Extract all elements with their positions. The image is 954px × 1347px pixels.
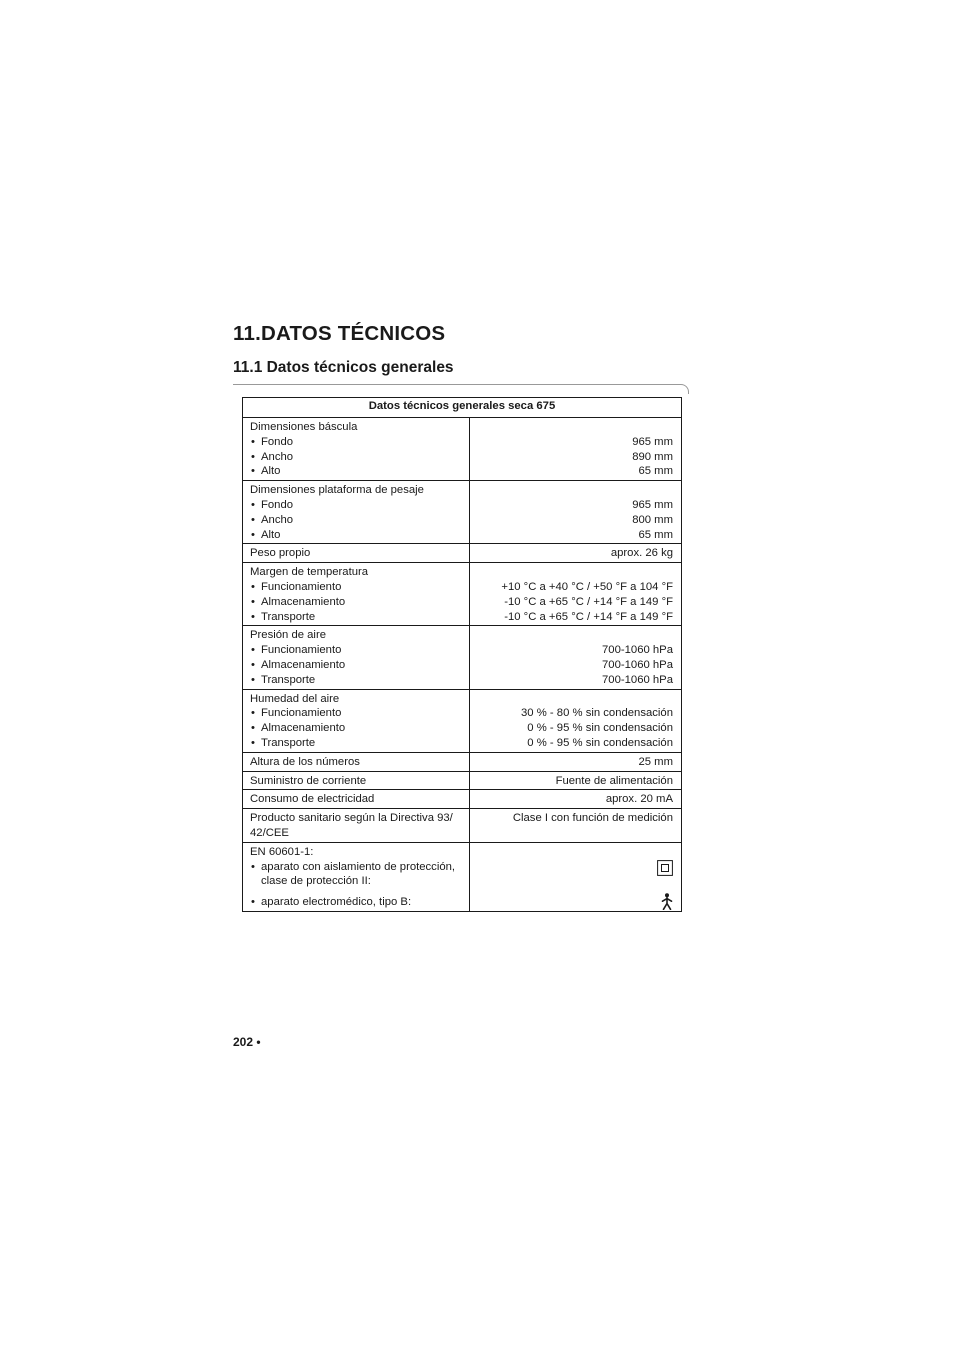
table-row <box>243 809 682 843</box>
page-number: 202 • <box>233 1035 261 1049</box>
row-label-cell <box>243 842 470 911</box>
row-value-cell <box>470 771 682 790</box>
row-label: Dimensiones báscula <box>250 421 358 433</box>
row-label: Consumo de electricidad <box>250 793 375 806</box>
section-rule <box>233 384 681 385</box>
list-item: • aparato con aislamiento de protección, clase de protección II: <box>251 860 456 888</box>
list-item: • Fondo <box>251 498 294 511</box>
table-row <box>243 842 682 911</box>
row-label-cell <box>243 626 470 689</box>
list-item: • Transporte <box>251 610 316 623</box>
row-value: 65 mm <box>638 465 673 478</box>
list-item: • Funcionamiento <box>251 644 342 657</box>
row-label: Producto sanitario según la Directiva 93/ 42/CEE <box>250 812 453 839</box>
chapter-heading: 11.DATOS TÉCNICOS <box>233 322 446 345</box>
row-label-cell <box>243 689 470 752</box>
table-row <box>243 418 682 481</box>
type-b-person-icon <box>661 893 673 910</box>
row-value: 800 mm <box>632 513 673 526</box>
row-value-cell <box>470 790 682 809</box>
row-label-cell <box>243 563 470 626</box>
row-value: 0 % - 95 % sin condensación <box>527 736 673 749</box>
table-row <box>243 771 682 790</box>
row-value: 0 % - 95 % sin condensación <box>527 722 673 735</box>
table-row <box>243 626 682 689</box>
row-value: 700-1060 hPa <box>602 673 673 686</box>
row-value-cell <box>470 563 682 626</box>
list-item: • Alto <box>251 528 281 541</box>
table-row <box>243 481 682 544</box>
row-label-cell <box>243 481 470 544</box>
list-item: • Almacenamiento <box>251 595 346 608</box>
row-label: EN 60601-1: <box>250 845 314 858</box>
row-label-cell <box>243 809 470 843</box>
table-header-row <box>243 398 682 418</box>
row-value: 965 mm <box>632 435 673 448</box>
row-label: Peso propio <box>250 547 311 560</box>
row-value-cell <box>470 626 682 689</box>
table-row <box>243 689 682 752</box>
row-value-cell <box>470 544 682 563</box>
row-label: Humedad del aire <box>250 692 340 705</box>
row-value: 700-1060 hPa <box>602 658 673 671</box>
row-label: Dimensiones plataforma de pesaje <box>250 484 424 497</box>
row-value: 30 % - 80 % sin condensación <box>521 707 673 720</box>
table-row <box>243 563 682 626</box>
list-item: • Transporte <box>251 736 316 749</box>
list-item: • Funcionamiento <box>251 580 342 593</box>
table-row <box>243 790 682 809</box>
row-label-cell <box>243 418 470 481</box>
row-value: 25 mm <box>638 755 673 768</box>
list-item: • Ancho <box>251 513 294 526</box>
table-title: Datos técnicos generales seca 675 <box>243 398 682 418</box>
list-item: • Fondo <box>251 435 294 448</box>
row-value-cell <box>470 842 682 911</box>
class-ii-double-square-icon <box>657 860 673 876</box>
row-value: -10 °C a +65 °C / +14 °F a 149 °F <box>504 595 673 608</box>
row-label: Altura de los números <box>250 755 360 768</box>
row-label: Margen de temperatura <box>250 566 369 579</box>
section-heading: 11.1 Datos técnicos generales <box>233 359 454 376</box>
row-value: +10 °C a +40 °C / +50 °F a 104 °F <box>501 580 673 593</box>
row-label-cell <box>243 771 470 790</box>
row-value-cell <box>470 481 682 544</box>
row-value-cell <box>470 752 682 771</box>
spec-table <box>242 397 682 912</box>
row-value: 65 mm <box>638 528 673 541</box>
row-label-cell <box>243 752 470 771</box>
row-value: 890 mm <box>632 450 673 463</box>
list-item: • Almacenamiento <box>251 658 346 671</box>
row-value: Fuente de alimentación <box>555 774 673 787</box>
list-item: • aparato electromédico, tipo B: <box>251 896 412 909</box>
row-label: Suministro de corriente <box>250 774 367 787</box>
row-value: -10 °C a +65 °C / +14 °F a 149 °F <box>504 610 673 623</box>
row-value-cell <box>470 809 682 843</box>
list-item: • Ancho <box>251 450 294 463</box>
row-label-cell <box>243 544 470 563</box>
table-row <box>243 544 682 563</box>
row-label-cell <box>243 790 470 809</box>
row-value: aprox. 20 mA <box>605 793 673 806</box>
list-item: • Transporte <box>251 673 316 686</box>
row-value: aprox. 26 kg <box>610 547 673 560</box>
row-value: 700-1060 hPa <box>602 644 673 657</box>
row-value: 965 mm <box>632 498 673 511</box>
list-item: • Alto <box>251 465 281 478</box>
list-item: • Funcionamiento <box>251 707 342 720</box>
row-value: Clase I con función de medición <box>512 812 673 825</box>
row-value-cell <box>470 689 682 752</box>
table-row <box>243 752 682 771</box>
section-rule-corner <box>680 384 689 394</box>
row-label: Presión de aire <box>250 629 326 642</box>
list-item: • Almacenamiento <box>251 722 346 735</box>
row-value-cell <box>470 418 682 481</box>
